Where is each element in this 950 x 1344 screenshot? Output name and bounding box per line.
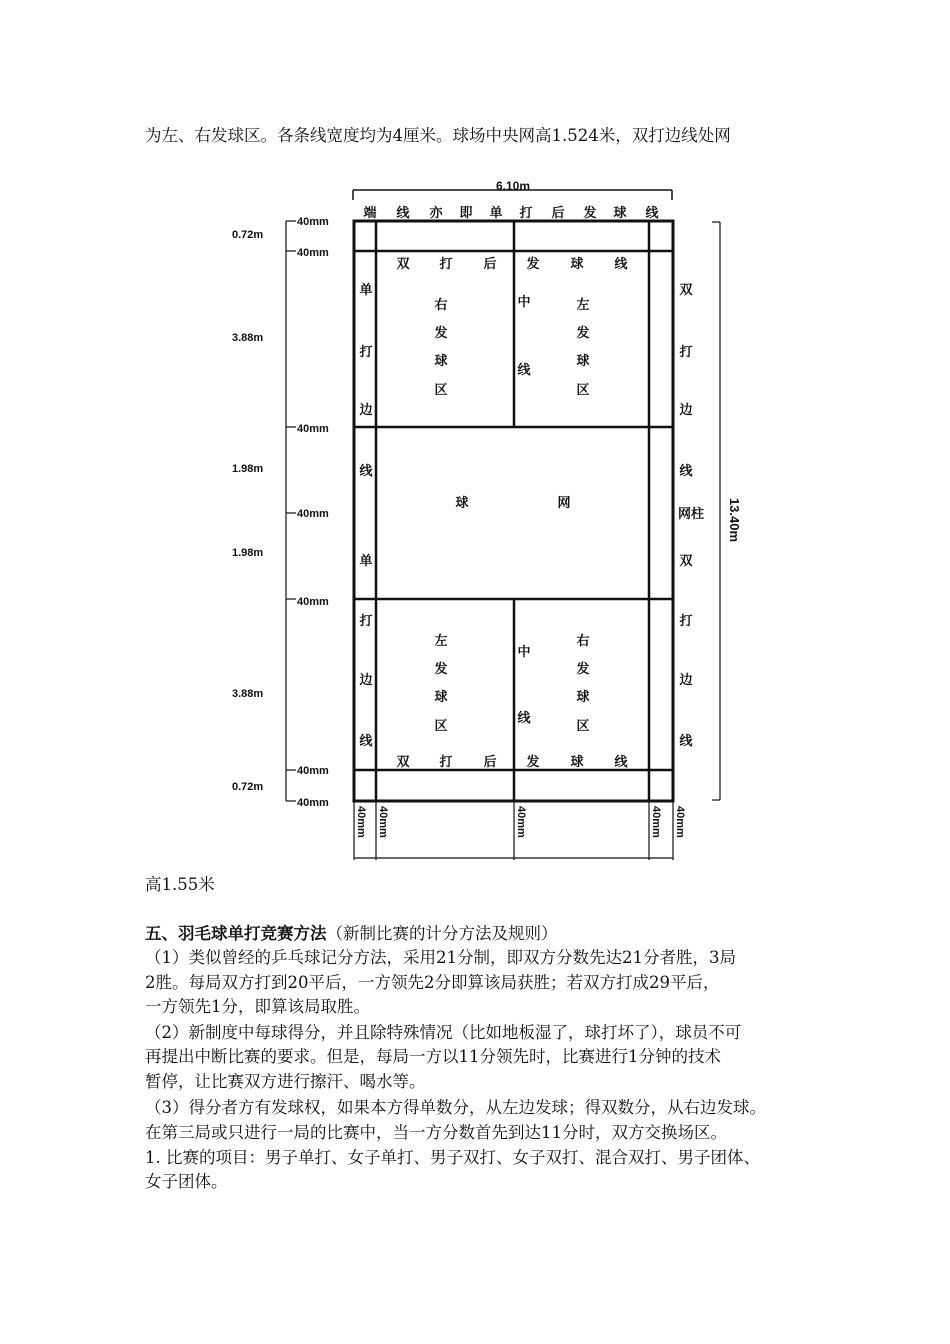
label-char: 发 (576, 662, 590, 677)
label-char: 双 (679, 554, 693, 569)
bottom-dimensions (355, 806, 686, 838)
doubles-sideline-lower-label (678, 554, 693, 749)
right-service-court-top (433, 297, 447, 398)
label-char: 右 (434, 298, 448, 313)
label-char: 球 (570, 257, 584, 272)
back-line-char: 打 (519, 206, 533, 221)
label-char: 线 (359, 464, 373, 479)
label-char: 边 (359, 403, 373, 418)
bottom-width-label: 40mm (355, 806, 367, 838)
center-line-top-label (517, 294, 531, 378)
label-char: 发 (434, 326, 448, 341)
label-char: 打 (439, 257, 453, 272)
back-line-char: 后 (551, 206, 565, 221)
back-line-char: 亦 (429, 206, 443, 221)
label-char: 双 (396, 257, 410, 272)
label-char: 区 (434, 383, 448, 398)
singles-sideline-upper-label (358, 282, 373, 479)
dim-label: 0.72m (232, 229, 264, 241)
back-line-char: 球 (613, 206, 627, 221)
label-char: 单 (359, 283, 373, 298)
label-char: 单 (359, 554, 373, 569)
label-char: 球 (570, 755, 584, 770)
bottom-width-label: 40mm (674, 806, 686, 838)
label-char: 区 (576, 383, 590, 398)
label-char: 边 (679, 673, 693, 688)
doubles-long-service-bottom (396, 754, 628, 770)
line-width-label: 40mm (297, 508, 329, 520)
dim-label: 3.88m (232, 688, 264, 700)
paragraph-line: （3）得分者方有发球权，如果本方得单数分，从左边发球；得双数分，从右边发球。 (145, 1098, 766, 1117)
court-length-label: 13.40m (727, 497, 742, 543)
label-char: 边 (359, 673, 373, 688)
court-width-label: 6.10m (495, 179, 531, 193)
label-char: 发 (576, 326, 590, 341)
label-char: 左 (576, 298, 590, 313)
paragraph-line: 2胜。每局双方打到20平后，一方领先2分即算该局获胜；若双方打成29平后， (145, 973, 720, 992)
label-char: 线 (517, 363, 531, 378)
label-char: 区 (576, 719, 590, 734)
label-char: 打 (439, 755, 453, 770)
caption-line: 高1.55米 (145, 875, 215, 894)
line-width-label: 40mm (297, 247, 329, 259)
dim-label: 0.72m (232, 781, 264, 793)
back-line-label (363, 205, 659, 221)
right-service-court-bottom (575, 633, 589, 734)
label-char: 线 (614, 257, 628, 272)
paragraph-line: 女子团体。 (145, 1172, 228, 1191)
doubles-sideline-upper-label (678, 283, 693, 479)
label-char: 左 (434, 634, 448, 649)
left-dimensions (232, 216, 329, 809)
back-line-char: 即 (459, 206, 473, 221)
label-char: 发 (526, 755, 540, 770)
label-char: 球 (434, 354, 448, 369)
label-char: 球 (434, 690, 448, 705)
label-char: 后 (483, 257, 497, 272)
label-char: 网 (557, 496, 571, 511)
label-char: 后 (483, 755, 497, 770)
bottom-width-label: 40mm (515, 806, 527, 838)
dim-label: 3.88m (232, 332, 264, 344)
heading-rest: （新制比赛的计分方法及规则） (326, 924, 558, 943)
label-char: 线 (679, 734, 693, 749)
back-line-char: 发 (583, 206, 597, 221)
heading-bold: 五、羽毛球单打竞赛方法 (145, 924, 327, 943)
paragraph-line: 暂停，让比赛双方进行擦汗、喝水等。 (145, 1072, 426, 1091)
section-heading (145, 922, 558, 946)
bottom-width-label: 40mm (377, 806, 389, 838)
label-char: 线 (679, 464, 693, 479)
label-char: 打 (359, 345, 373, 360)
label-char: 双 (396, 755, 410, 770)
label-char: 线 (517, 711, 531, 726)
line-width-label: 40mm (297, 797, 329, 809)
line-width-label: 40mm (297, 423, 329, 435)
label-char: 发 (526, 257, 540, 272)
doubles-long-service-top (396, 256, 628, 272)
paragraph-line: 一方领先1分，即算该局取胜。 (145, 997, 370, 1016)
singles-sideline-lower-label (358, 553, 373, 749)
label-char: 球 (455, 496, 469, 511)
back-line-char: 端 (363, 206, 377, 221)
label-char: 中 (517, 295, 531, 310)
label-char: 右 (576, 634, 590, 649)
left-service-court-bottom (433, 633, 447, 734)
label-char: 发 (434, 662, 448, 677)
label-char: 双 (679, 283, 693, 298)
dim-label: 1.98m (232, 463, 264, 475)
bottom-width-label: 40mm (650, 806, 662, 838)
label-char: 打 (679, 345, 693, 360)
intro-line: 为左、右发球区。各条线宽度均为4厘米。球场中央网高1.524米，双打边线处网 (145, 126, 731, 145)
back-line-char: 单 (489, 206, 503, 221)
paragraph-line: 在第三局或只进行一局的比赛中，当一方分数首先到达11分时，双方交换场区。 (145, 1123, 727, 1142)
back-line-char: 线 (396, 206, 410, 221)
paragraph-line: （2）新制度中每球得分，并且除特殊情况（比如地板湿了，球打坏了），球员不可 (145, 1023, 742, 1042)
label-char: 球 (576, 690, 590, 705)
net-label (455, 495, 570, 511)
label-char: 线 (614, 755, 628, 770)
center-line-bottom-label (517, 644, 531, 726)
back-line-char: 线 (645, 206, 659, 221)
dim-label: 1.98m (232, 547, 264, 559)
label-char: 打 (679, 614, 693, 629)
net-post-label: 网柱 (677, 507, 705, 522)
label-char: 打 (359, 614, 373, 629)
label-char: 线 (359, 734, 373, 749)
line-width-label: 40mm (297, 765, 329, 777)
paragraph-line: 再提出中断比赛的要求。但是，每局一方以11分领先时，比赛进行1分钟的技术 (145, 1047, 721, 1066)
left-service-court-top (575, 297, 589, 398)
line-width-label: 40mm (297, 596, 329, 608)
paragraph-line: （1）类似曾经的乒乓球记分方法，采用21分制，即双方分数先达21分者胜，3局 (145, 948, 736, 967)
label-char: 边 (679, 403, 693, 418)
label-char: 球 (576, 354, 590, 369)
paragraph-line: 1. 比赛的项目：男子单打、女子单打、男子双打、女子双打、混合双打、男子团体、 (145, 1148, 760, 1167)
label-char: 区 (434, 719, 448, 734)
line-width-label: 40mm (297, 216, 329, 228)
label-char: 中 (517, 645, 531, 660)
